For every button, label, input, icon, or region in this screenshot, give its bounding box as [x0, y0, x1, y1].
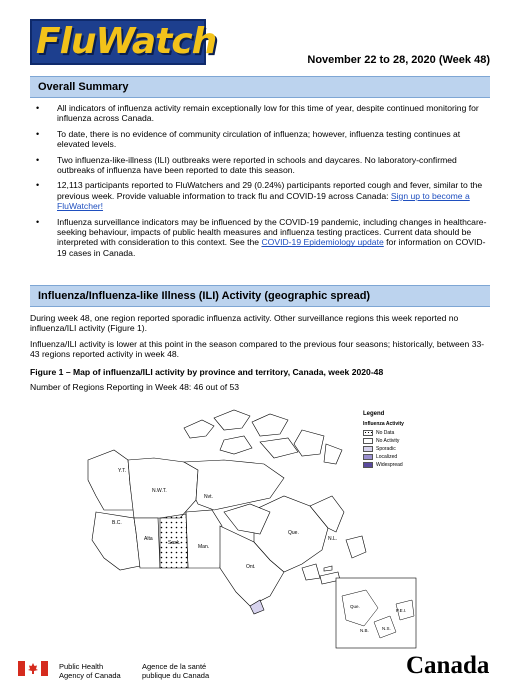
map-legend [363, 411, 421, 469]
yukon-shape [88, 450, 134, 510]
bullet-text: To date, there is no evidence of community circulation of influenza; however, influenza testing continues at elevated levels. [57, 128, 461, 150]
summary-bullet [30, 217, 490, 259]
map-label-nvt: Nvt. [204, 494, 213, 500]
map-label-alta: Alta [144, 536, 153, 542]
figure-subtitle: Number of Regions Reporting in Week 48: 46 out of 53 [30, 382, 240, 392]
ili-paragraph-1: During week 48, one region reported sporadic influenza activity. Other surveillance regions this week reported no influenza/ILI activity (Figure 1). [30, 313, 459, 334]
manitoba-shape [186, 510, 222, 568]
legend-title: Legend [363, 411, 385, 417]
arctic-island-shape [184, 420, 214, 438]
summary-bullet [30, 129, 490, 150]
covid-after-text: for information on COVID-19 cases in Canada. [57, 237, 486, 258]
legend-swatch-widespread [363, 462, 373, 468]
legend-item [363, 461, 421, 469]
new-brunswick-shape [302, 564, 320, 580]
canada-flag-icon [18, 661, 48, 676]
map-label-sask: Sask. [168, 540, 181, 546]
week-range: November 22 to 28, 2020 (Week 48) [307, 54, 490, 66]
map-label-ont: Ont. [246, 564, 256, 570]
legend-label: No Activity [376, 438, 400, 444]
covid-epi-update-link[interactable]: COVID-19 Epidemiology update [261, 237, 384, 248]
fluwatch-logo [30, 19, 217, 65]
figure-title: Figure 1 – Map of influenza/ILI activity by province and territory, Canada, week 2020-48 [30, 367, 384, 377]
legend-swatch-no-data [363, 430, 373, 436]
legend-item [363, 429, 421, 437]
logo-text: FluWatch [36, 21, 217, 62]
legend-swatch-no-activity [363, 438, 373, 444]
inset-label-nb: N.B. [360, 628, 369, 633]
agency-fr-line2: publique du Canada [142, 671, 210, 680]
bullet-text: 12,113 participants reported to FluWatchers and 29 (0.24%) participants reported cough and fever, similar to the previous week. Provide valuable information to track flu and COVID-19 across Canada: [57, 180, 483, 201]
summary-bullet [30, 180, 490, 211]
nunavut-shape [184, 460, 284, 510]
legend-swatch-sporadic [363, 446, 373, 452]
canada-wordmark: Canada [406, 652, 490, 679]
bullet-text: All indicators of influenza activity remain exceptionally low for this time of year, despite continued monitoring for influenza across Canada. [57, 103, 479, 124]
agency-fr-line1: Agence de la santé [142, 662, 207, 671]
legend-item [363, 453, 421, 461]
fluwatcher-signup-link[interactable]: Sign up to become a FluWatcher! [57, 190, 470, 212]
agency-en-line2: Agency of Canada [59, 671, 121, 680]
legend-swatch-localized [363, 454, 373, 460]
arctic-island-shape [252, 414, 288, 436]
ili-activity-heading: Influenza/Influenza-like Illness (ILI) Activity (geographic spread) [30, 285, 490, 307]
legend-label: No Data [376, 430, 395, 436]
map-label-nwt: N.W.T. [152, 488, 167, 494]
newfoundland-shape [346, 536, 366, 558]
legend-subtitle: Influenza Activity [363, 421, 404, 427]
arctic-island-shape [260, 438, 298, 458]
summary-list [30, 103, 490, 263]
agency-name-fr [142, 662, 209, 680]
arctic-island-shape [214, 410, 250, 430]
arctic-island-shape [220, 436, 252, 454]
agency-name-en [59, 662, 121, 680]
map-label-nl: N.L. [328, 536, 338, 542]
legend-label: Localized [376, 454, 398, 460]
inset-label-pei: P.E.I. [396, 608, 407, 613]
legend-item [363, 445, 421, 453]
summary-bullet [30, 103, 490, 124]
map-label-que: Que. [288, 530, 299, 536]
inset-label-ns: N.S. [382, 626, 391, 631]
map-label-bc: B.C. [112, 520, 122, 526]
legend-label: Widespread [376, 462, 403, 468]
maritimes-inset [336, 578, 416, 648]
arctic-island-shape [294, 430, 324, 456]
pei-shape [324, 566, 332, 571]
agency-en-line1: Public Health [59, 662, 104, 671]
legend-item [363, 437, 421, 445]
bullet-text: Influenza surveillance indicators may be influenced by the COVID-19 pandemic, including changes in healthcare-seeking behaviour, impacts of public health measures and influenza testing practices. Current data should be interpreted with consideration to this context. See the [57, 216, 487, 248]
map-label-yt: Y.T. [118, 468, 126, 474]
summary-bullet [30, 155, 490, 176]
map-label-man: Man. [198, 544, 210, 550]
bullet-text: Two influenza-like-illness (ILI) outbreaks were reported in schools and daycares. No laboratory-confirmed outbreaks of influenza have been reported to date this season. [57, 154, 457, 176]
inset-label-que: Que. [350, 604, 360, 609]
legend-label: Sporadic [376, 446, 396, 452]
overall-summary-heading: Overall Summary [30, 76, 490, 98]
arctic-island-shape [324, 444, 342, 464]
ili-paragraph-2: Influenza/ILI activity is lower at this point in the season compared to the previous four seasons; historically, between 33-43 regions reported activity in week 48. [30, 339, 485, 360]
